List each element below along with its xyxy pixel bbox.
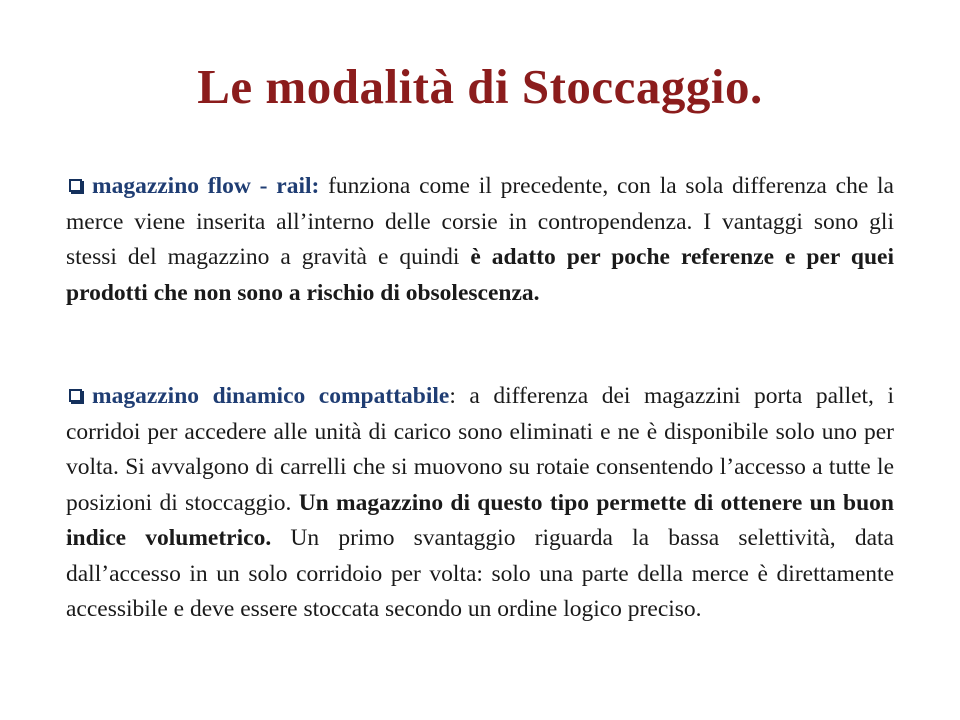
bullet-text: funziona come il precedente, con la sola differenza che la merce viene inserita all’interno delle corsie in contropendenza. I vantaggi sono gli stessi del magazzino a gravità e quindi bbox=[66, 173, 894, 270]
bullet-item-flow-rail bbox=[66, 169, 894, 311]
bullet-item-dinamico-compattabile bbox=[66, 379, 894, 628]
bullet-text-after: Un primo svantaggio riguarda la bassa selettività, data dall’accesso in un solo corridoio per volta: solo una parte della merce è direttamente accessibile e deve essere stoccata secondo un ordine logico preciso. bbox=[66, 525, 894, 622]
bullet-paragraph bbox=[66, 379, 894, 628]
bullet-paragraph bbox=[66, 169, 894, 311]
bullet-term: magazzino flow - rail: bbox=[92, 173, 320, 199]
slide-title: Le modalità di Stoccaggio. bbox=[197, 59, 763, 114]
bullet-text-bold: è adatto per poche referenze e per quei prodotti che non sono a rischio di obsolescenza. bbox=[66, 244, 894, 306]
bullet-text-bold: Un magazzino di questo tipo permette di ottenere un buon indice volumetrico. bbox=[66, 489, 894, 551]
checkbox-square-icon bbox=[69, 179, 82, 192]
bullet-text: : a differenza dei magazzini porta pallet, i corridoi per accedere alle unità di carico sono eliminati e ne è disponibile solo uno per volta. Si avvalgono di carrelli che si muovono su rotaie consentendo l’accesso a tutte le posizioni di stoccaggio. bbox=[66, 383, 894, 516]
checkbox-square-icon bbox=[69, 389, 82, 402]
bullet-term: magazzino dinamico compattabile bbox=[92, 383, 450, 409]
